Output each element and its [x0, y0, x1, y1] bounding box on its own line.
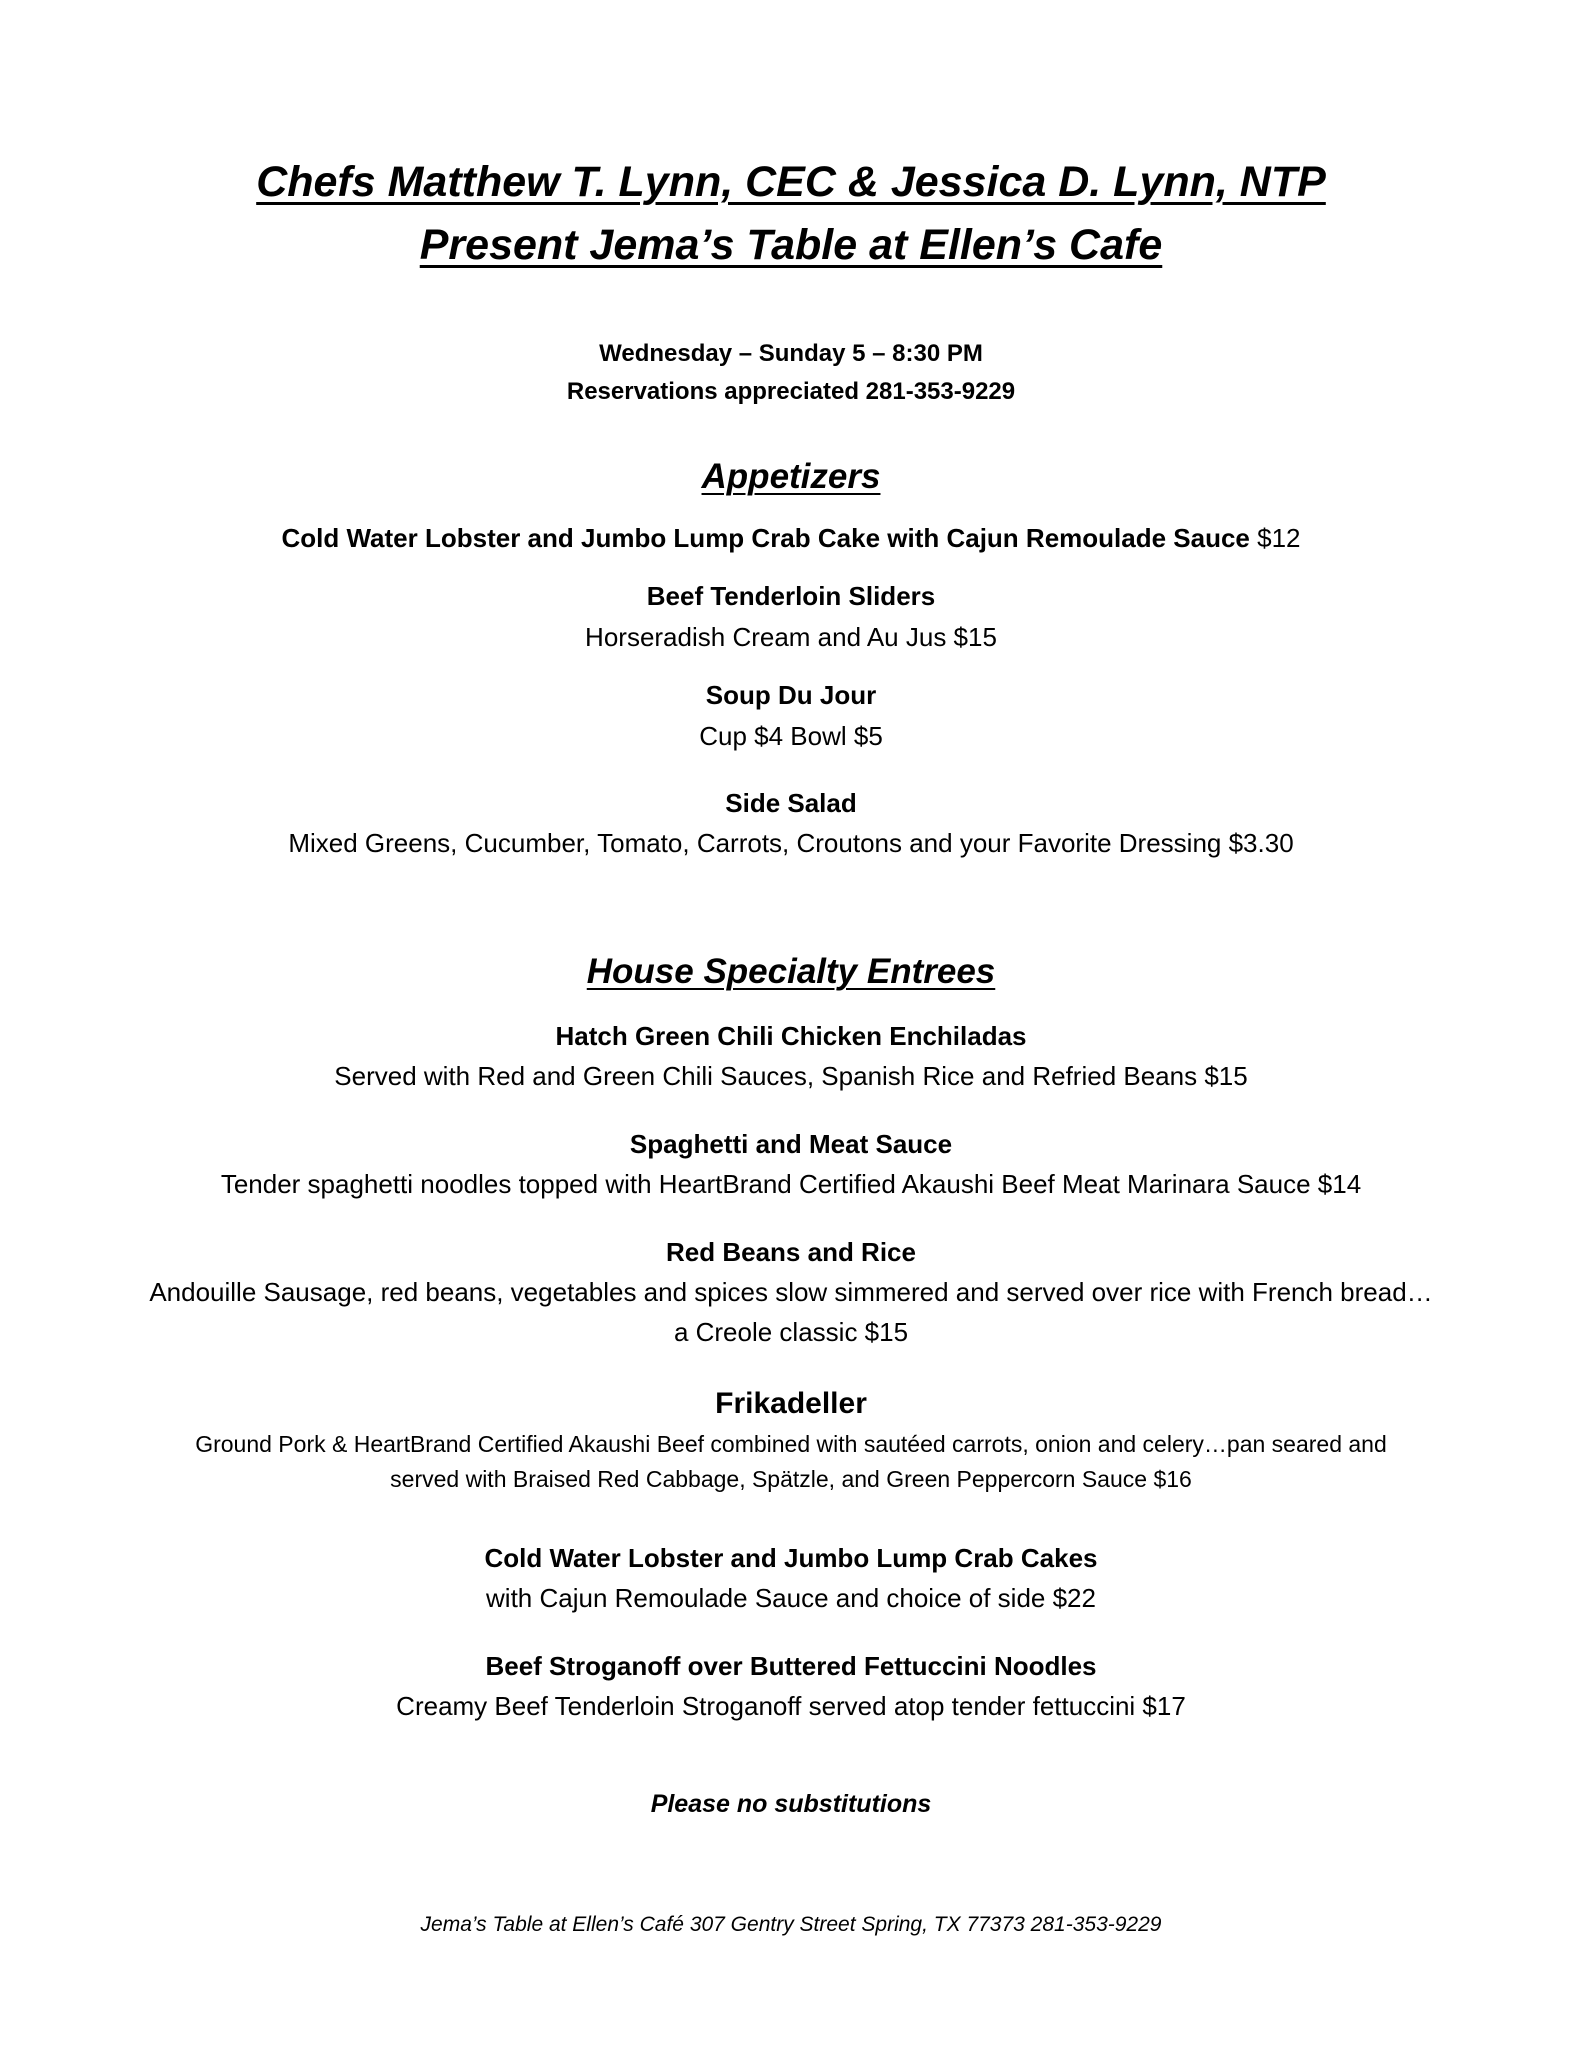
footer-address: Jema’s Table at Ellen’s Café 307 Gentry Street Spring, TX 77373 281-353-9229	[420, 1913, 1162, 1936]
appetizer-item-name	[0, 519, 1582, 557]
entrees-heading: House Specialty Entrees	[586, 952, 996, 991]
appetizer-item-name: Side Salad	[725, 788, 857, 818]
title-line-1: Chefs Matthew T. Lynn, CEC & Jessica D. Lynn, NTP	[256, 158, 1326, 206]
entree-item-name: Spaghetti and Meat Sauce	[629, 1129, 953, 1159]
hours-line: Wednesday – Sunday 5 – 8:30 PM	[599, 340, 983, 367]
substitutions-notice: Please no substitutions	[650, 1790, 932, 1818]
appetizer-item-title: Cold Water Lobster and Jumbo Lump Crab Cake with Cajun Remoulade Sauce	[281, 523, 1250, 553]
reservations-line: Reservations appreciated 281-353-9229	[566, 378, 1016, 405]
appetizer-item-price: $12	[1257, 523, 1301, 553]
entree-item-name: Red Beans and Rice	[666, 1237, 916, 1267]
entree-item-name: Cold Water Lobster and Jumbo Lump Crab Cakes	[484, 1543, 1098, 1573]
entree-item-desc: Tender spaghetti noodles topped with HeartBrand Certified Akaushi Beef Meat Marinara Sauce $14	[220, 1169, 1362, 1199]
appetizer-item-desc: Cup $4 Bowl $5	[699, 721, 883, 751]
appetizer-item-name: Soup Du Jour	[705, 680, 877, 710]
entree-item-desc: Ground Pork & HeartBrand Certified Akaushi Beef combined with sautéed carrots, onion and celery…pan seared and	[195, 1431, 1387, 1457]
entree-item-desc: with Cajun Remoulade Sauce and choice of side $22	[486, 1583, 1096, 1613]
entree-item-name: Hatch Green Chili Chicken Enchiladas	[555, 1021, 1027, 1051]
title-line-2: Present Jema’s Table at Ellen’s Cafe	[419, 221, 1163, 269]
entree-item-name: Frikadeller	[715, 1387, 867, 1420]
entree-item-desc-cont: a Creole classic $15	[673, 1317, 909, 1347]
entree-item-desc: Creamy Beef Tenderloin Stroganoff served atop tender fettuccini $17	[396, 1691, 1186, 1721]
appetizers-heading: Appetizers	[701, 457, 881, 496]
appetizer-item-desc: Horseradish Cream and Au Jus $15	[585, 622, 997, 652]
entree-item-name: Beef Stroganoff over Buttered Fettuccini Noodles	[485, 1651, 1097, 1681]
appetizer-item-name: Beef Tenderloin Sliders	[646, 581, 936, 611]
entree-item-desc-cont: served with Braised Red Cabbage, Spätzle, and Green Peppercorn Sauce $16	[390, 1466, 1192, 1492]
appetizer-item-desc: Mixed Greens, Cucumber, Tomato, Carrots, Croutons and your Favorite Dressing $3.30	[288, 828, 1294, 858]
entree-item-desc: Andouille Sausage, red beans, vegetables and spices slow simmered and served over rice with French bread…	[149, 1277, 1433, 1307]
entree-item-desc: Served with Red and Green Chili Sauces, Spanish Rice and Refried Beans $15	[334, 1061, 1248, 1091]
